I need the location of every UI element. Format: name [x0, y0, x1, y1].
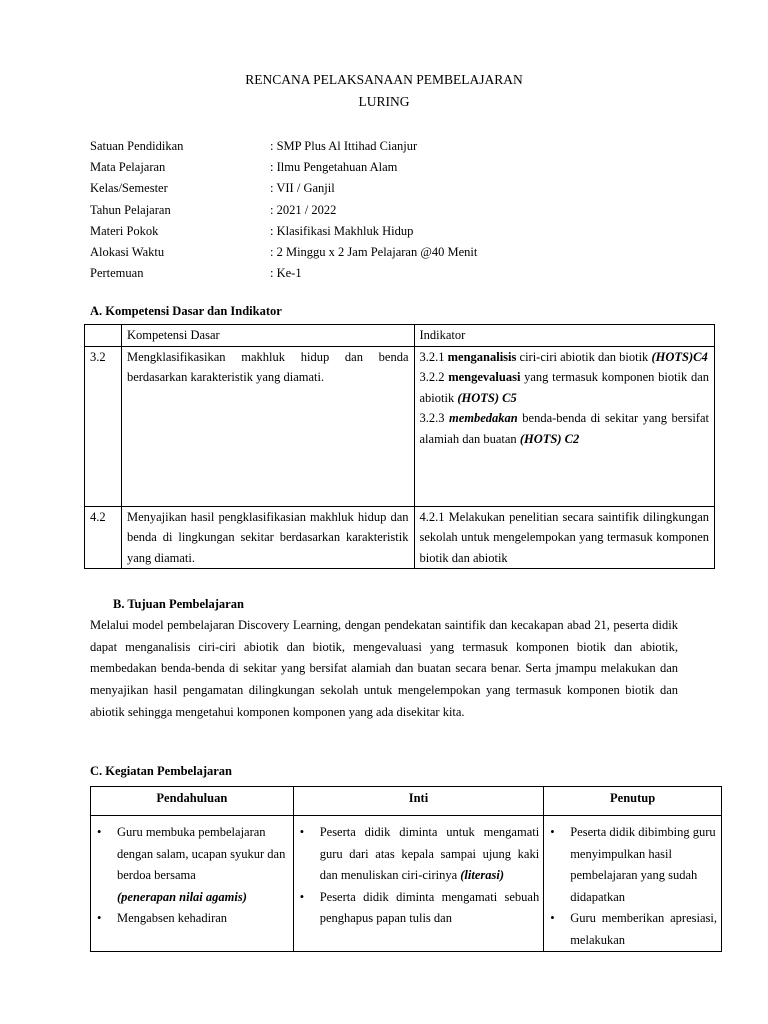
identity-label: Tahun Pelajaran: [90, 202, 171, 217]
table-cell: [85, 325, 122, 347]
section-c-heading: C. Kegiatan Pembelajaran: [90, 764, 232, 778]
identity-value: : 2 Minggu x 2 Jam Pelajaran @40 Menit: [270, 244, 478, 259]
table-header-row: [91, 787, 722, 816]
pendahuluan-cell: [91, 816, 294, 952]
value-note: (penerapan nilai agamis): [117, 889, 247, 904]
list-item: • Mengabsen kehadiran: [95, 908, 289, 930]
table-header-row: [85, 325, 715, 347]
kd-text: Mengklasifikasikan makhluk hidup dan benda berdasarkan karakteristik yang diamati.: [121, 346, 414, 506]
identity-row: [90, 200, 477, 221]
indikator-item: 3.2.1 menganalisis ciri-ciri abiotik dan biotik (HOTS)C4: [419, 349, 708, 364]
section-a-heading: A. Kompetensi Dasar dan Indikator: [90, 304, 282, 318]
competency-table: [84, 324, 715, 569]
list-item: • Peserta didik diminta mengamati sebuah penghapus papan tulis dan: [298, 887, 540, 930]
indikator-item: 3.2.2 mengevaluasi yang termasuk komponen biotik dan abiotik (HOTS) C5: [419, 370, 710, 405]
penutup-cell: [544, 816, 722, 952]
indikator-cell: [414, 346, 715, 506]
kd-number: 4.2: [85, 506, 122, 569]
identity-label: Kelas/Semester: [90, 181, 168, 196]
identity-value: : VII / Ganjil: [270, 181, 335, 196]
kd-number: 3.2: [85, 346, 122, 506]
indikator-cell: 4.2.1 Melakukan penelitian secara saintifik dilingkungan sekolah untuk mengelempokan yang termasuk komponen biotik dan abiotik: [414, 506, 715, 569]
kd-text: Menyajikan hasil pengklasifikasian makhluk hidup dan benda di lingkungan sekitar berdasarkan karakteristik yang diamati.: [121, 506, 414, 569]
document-subtitle: LURING: [358, 94, 410, 109]
indikator-item: 3.2.3 membedakan benda-benda di sekitar yang bersifat alamiah dan buatan (HOTS) C2: [419, 411, 709, 446]
literasi-tag: (literasi): [460, 868, 505, 882]
identity-row: [90, 263, 477, 284]
learning-objective-paragraph: Melalui model pembelajaran Discovery Learning, dengan pendekatan saintifik dan kecakapan abad 21, peserta didik dapat menganalisis ciri-ciri abiotik dan biotik, mengevaluasi yang termasuk komponen biotik dan abiotik, membedakan benda-benda di sekitar yang bersifat alamiah dan buatan secara benar. Serta jmampu melakukan dan menyajikan hasil pengamatan dilingkungan sekolah untuk mengelempokan yang termasuk komponen biotik dan abiotik sehingga mengetahui komponen komponen yang ada disekitar kita.: [90, 618, 678, 719]
identity-row: [90, 221, 477, 242]
list-item: • Guru memberikan apresiasi, melakukan: [548, 908, 717, 951]
identity-label: Pertemuan: [90, 266, 144, 281]
section-b-heading: B. Tujuan Pembelajaran: [113, 597, 244, 611]
identity-label: Mata Pelajaran: [90, 160, 166, 175]
identity-block: [90, 136, 477, 284]
header-indikator: Indikator: [414, 325, 715, 347]
identity-row: [90, 178, 477, 199]
list-item: • Peserta didik dibimbing guru menyimpulkan hasil pembelajaran yang sudah didapatkan: [548, 822, 717, 908]
identity-label: Satuan Pendidikan: [90, 139, 184, 153]
header-penutup: Penutup: [544, 787, 722, 816]
identity-value: : Ke-1: [270, 266, 302, 281]
identity-value: : Klasifikasi Makhluk Hidup: [270, 223, 414, 238]
table-row: [91, 816, 722, 952]
table-row: [85, 346, 715, 506]
identity-label: Materi Pokok: [90, 223, 159, 238]
inti-cell: [293, 816, 544, 952]
document-title: RENCANA PELAKSANAAN PEMBELAJARAN: [245, 72, 523, 87]
list-item: • Peserta didik diminta untuk mengamati guru dari atas kepala sampai ujung kaki dan menuliskan ciri-cirinya (literasi): [298, 822, 540, 887]
table-row: [85, 506, 715, 569]
identity-row: [90, 136, 477, 157]
identity-value: : 2021 / 2022: [270, 202, 337, 217]
header-kompetensi-dasar: Kompetensi Dasar: [121, 325, 414, 347]
identity-value: : SMP Plus Al Ittihad Cianjur: [270, 139, 418, 153]
activities-table: [90, 786, 722, 952]
identity-value: : Ilmu Pengetahuan Alam: [270, 160, 398, 175]
header-pendahuluan: Pendahuluan: [91, 787, 294, 816]
identity-row: [90, 157, 477, 178]
header-inti: Inti: [293, 787, 544, 816]
list-item: • Guru membuka pembelajaran dengan salam, ucapan syukur dan berdoa bersama (penerapan nilai agamis): [95, 822, 289, 908]
identity-label: Alokasi Waktu: [90, 244, 165, 259]
identity-row: [90, 242, 477, 263]
